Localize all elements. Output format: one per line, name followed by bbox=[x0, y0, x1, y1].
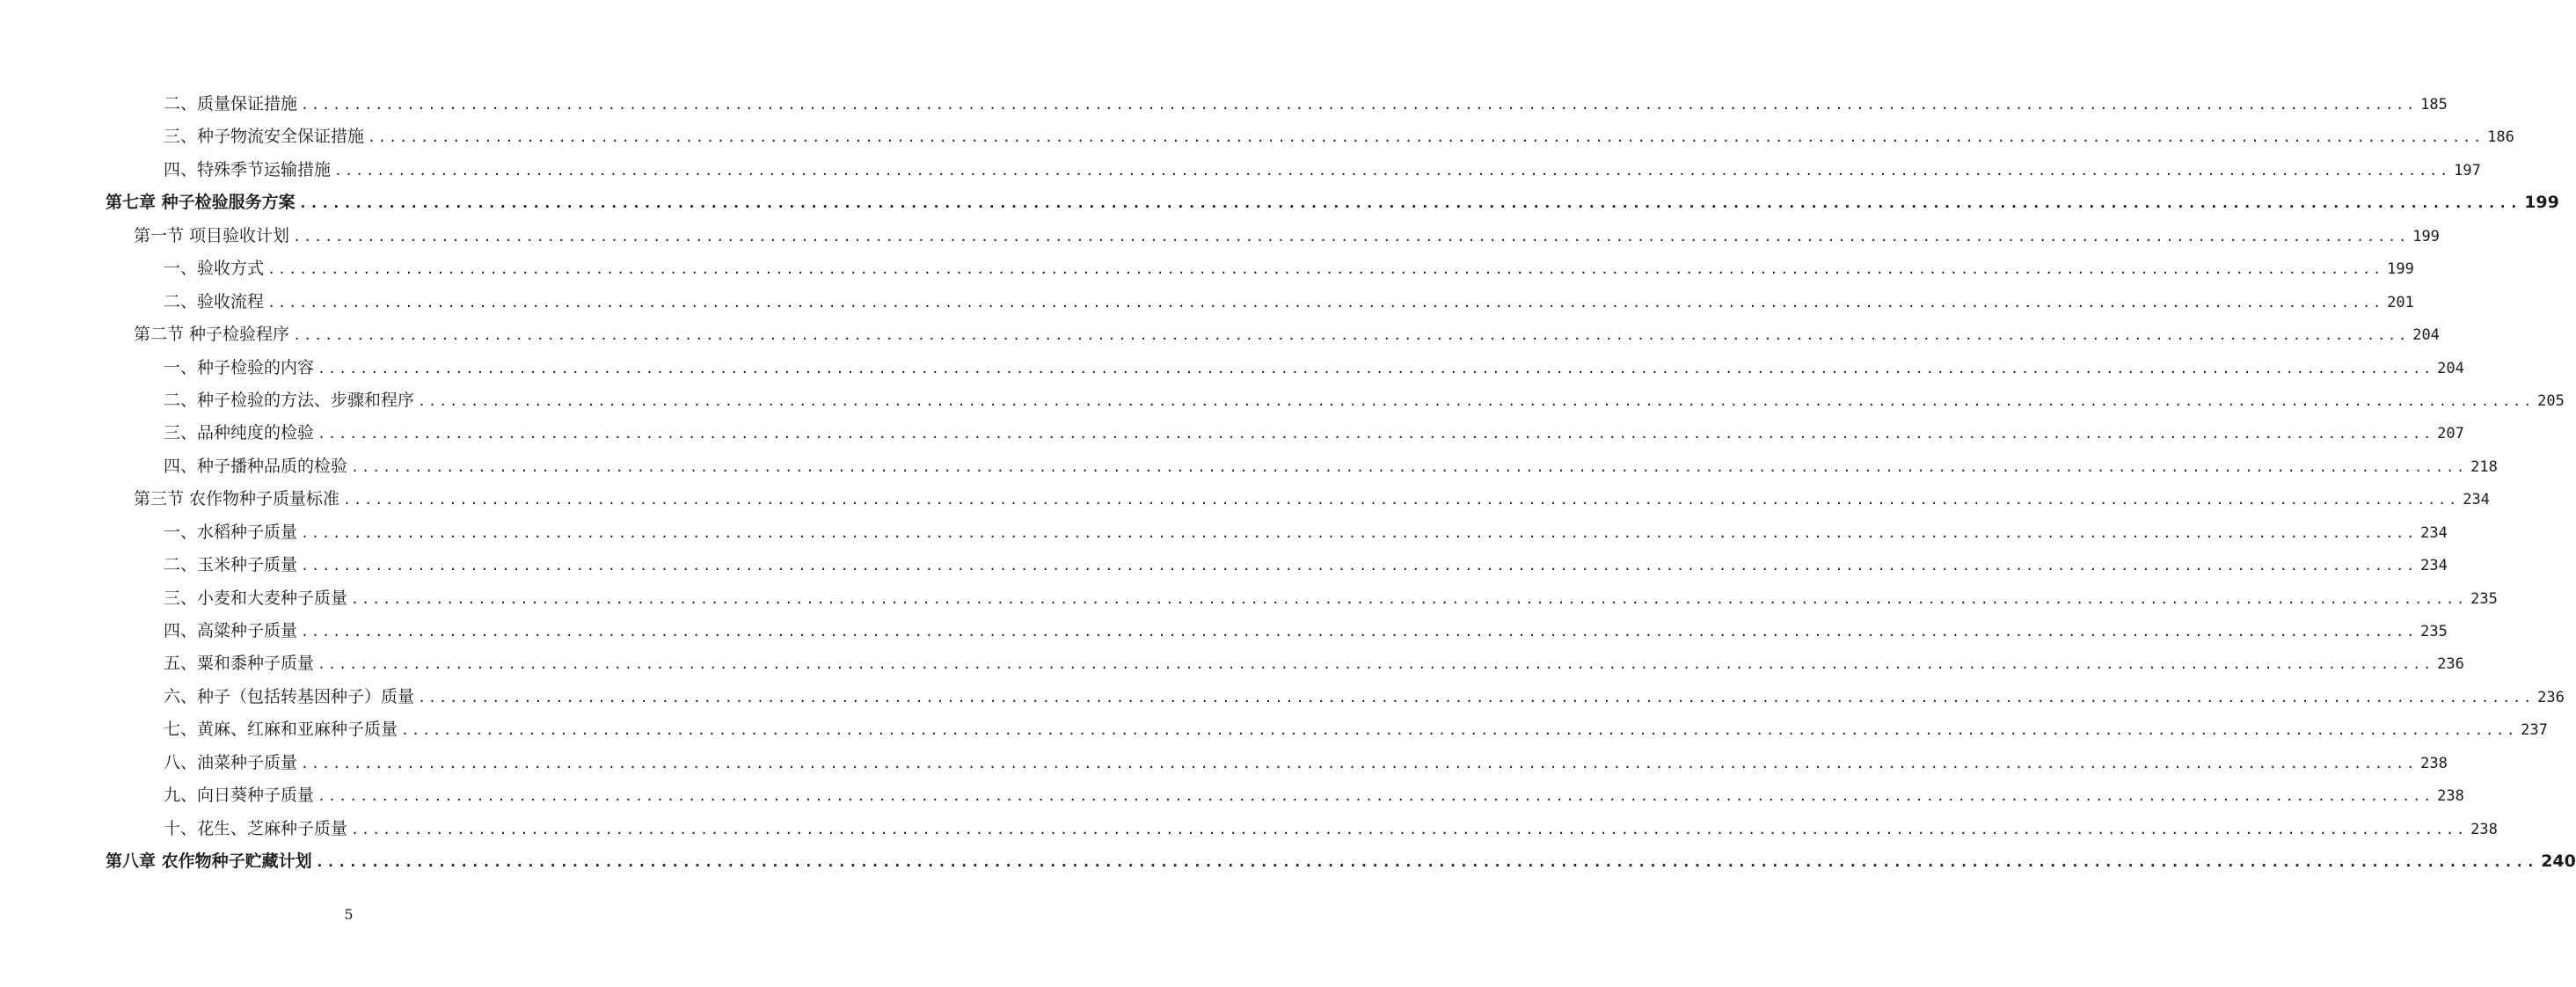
page-number: 5 bbox=[344, 906, 354, 923]
toc-entry-section bbox=[106, 220, 2440, 252]
toc-entry-page-number: 237 bbox=[2521, 721, 2548, 740]
toc-entry-section bbox=[106, 318, 2440, 351]
toc-entry-item bbox=[106, 286, 2414, 318]
toc-leader-dots: ........................................................................................................................................................................................................ bbox=[267, 294, 2384, 311]
toc-entry-item bbox=[106, 121, 2514, 153]
toc-leader-dots: ........................................................................................................................................................................................................ bbox=[317, 426, 2434, 442]
toc-entry-page-number: 238 bbox=[2420, 754, 2448, 772]
toc-entry-item bbox=[106, 747, 2448, 779]
toc-leader-dots: ........................................................................................................................................................................................................ bbox=[351, 590, 2468, 607]
toc-entry-section bbox=[106, 483, 2490, 515]
toc-entry-title: 五、粟和黍种子质量 bbox=[164, 654, 315, 674]
toc-entry-page-number: 234 bbox=[2420, 523, 2448, 542]
toc-entry-title: 二、玉米种子质量 bbox=[164, 555, 298, 575]
toc-leader-dots: ........................................................................................................................................................................................................ bbox=[317, 656, 2434, 673]
toc-leader-dots: ........................................................................................................................................................................................................ bbox=[293, 327, 2410, 344]
toc-leader-dots: ........................................................................................................................................................................................................ bbox=[301, 97, 2418, 113]
toc-entry-item bbox=[106, 681, 2565, 713]
toc-entry-title: 第三节 农作物种子质量标准 bbox=[134, 489, 340, 509]
toc-entry-page-number: 218 bbox=[2470, 457, 2498, 476]
toc-leader-dots: ........................................................................................................................................................................................................ bbox=[343, 492, 2460, 508]
toc-leader-dots: ........................................................................................................................................................................................................ bbox=[351, 458, 2468, 475]
toc-leader-dots: ........................................................................................................................................................................................................ bbox=[418, 689, 2535, 706]
toc-entry-page-number: 197 bbox=[2454, 161, 2481, 179]
toc-leader-dots: ........................................................................................................................................................................................................ bbox=[317, 788, 2434, 805]
toc-entry-chapter bbox=[106, 845, 2576, 878]
toc-leader-dots: ........................................................................................................................................................................................................ bbox=[301, 558, 2418, 574]
toc-entry-page-number: 235 bbox=[2420, 623, 2448, 640]
toc-entry-title: 三、品种纯度的检验 bbox=[164, 423, 315, 443]
toc-leader-dots: ........................................................................................................................................................................................................ bbox=[298, 194, 2521, 212]
toc-leader-dots: ........................................................................................................................................................................................................ bbox=[301, 624, 2418, 640]
toc-leader-dots: ........................................................................................................................................................................................................ bbox=[301, 755, 2418, 771]
toc-entry-page-number: 185 bbox=[2420, 96, 2448, 113]
toc-entry-page-number: 186 bbox=[2487, 128, 2514, 147]
table-of-contents bbox=[106, 88, 2576, 879]
toc-entry-chapter bbox=[106, 186, 2559, 219]
toc-leader-dots: ........................................................................................................................................................................................................ bbox=[334, 162, 2451, 179]
toc-entry-page-number: 238 bbox=[2470, 820, 2498, 838]
toc-leader-dots: ........................................................................................................................................................................................................ bbox=[351, 821, 2468, 837]
toc-entry-page-number: 236 bbox=[2537, 688, 2565, 706]
toc-entry-title: 第八章 农作物种子贮藏计划 bbox=[106, 852, 312, 872]
toc-entry-item bbox=[106, 88, 2448, 121]
toc-entry-title: 八、油菜种子质量 bbox=[164, 752, 298, 772]
toc-entry-title: 二、验收流程 bbox=[164, 291, 265, 311]
toc-entry-title: 二、种子检验的方法、步骤和程序 bbox=[164, 390, 415, 410]
toc-leader-dots: ........................................................................................................................................................................................................ bbox=[401, 722, 2518, 739]
toc-entry-title: 四、特殊季节运输措施 bbox=[164, 159, 332, 179]
toc-entry-page-number: 199 bbox=[2412, 227, 2440, 245]
toc-leader-dots: ........................................................................................................................................................................................................ bbox=[301, 524, 2418, 541]
toc-entry-title: 三、小麦和大麦种子质量 bbox=[164, 588, 348, 608]
toc-entry-page-number: 236 bbox=[2437, 655, 2464, 674]
toc-entry-title: 一、验收方式 bbox=[164, 259, 265, 279]
toc-entry-title: 第一节 项目验收计划 bbox=[134, 225, 290, 245]
toc-leader-dots: ........................................................................................................................................................................................................ bbox=[315, 853, 2538, 871]
toc-entry-title: 第二节 种子检验程序 bbox=[134, 325, 290, 345]
toc-entry-item bbox=[106, 384, 2565, 417]
toc-entry-page-number: 199 bbox=[2524, 193, 2559, 213]
toc-entry-page-number: 201 bbox=[2387, 293, 2414, 311]
toc-entry-title: 一、水稻种子质量 bbox=[164, 522, 298, 542]
toc-entry-item bbox=[106, 582, 2498, 615]
toc-entry-title: 四、高粱种子质量 bbox=[164, 621, 298, 640]
toc-entry-page-number: 204 bbox=[2437, 359, 2464, 377]
toc-leader-dots: ........................................................................................................................................................................................................ bbox=[368, 129, 2485, 146]
toc-entry-page-number: 238 bbox=[2437, 787, 2464, 806]
toc-entry-title: 九、向日葵种子质量 bbox=[164, 786, 315, 806]
toc-entry-item bbox=[106, 615, 2448, 647]
toc-leader-dots: ........................................................................................................................................................................................................ bbox=[267, 261, 2384, 278]
toc-entry-title: 七、黄麻、红麻和亚麻种子质量 bbox=[164, 720, 398, 740]
toc-entry-page-number: 234 bbox=[2463, 491, 2490, 509]
toc-leader-dots: ........................................................................................................................................................................................................ bbox=[317, 360, 2434, 377]
toc-entry-item bbox=[106, 154, 2481, 186]
toc-entry-title: 六、种子（包括转基因种子）质量 bbox=[164, 686, 415, 706]
toc-entry-page-number: 234 bbox=[2420, 557, 2448, 575]
toc-entry-page-number: 235 bbox=[2470, 589, 2498, 608]
toc-entry-title: 一、种子检验的内容 bbox=[164, 357, 315, 377]
toc-entry-item bbox=[106, 813, 2498, 845]
toc-entry-title: 二、质量保证措施 bbox=[164, 94, 298, 113]
toc-leader-dots: ........................................................................................................................................................................................................ bbox=[418, 392, 2535, 409]
toc-entry-title: 十、花生、芝麻种子质量 bbox=[164, 818, 348, 838]
toc-entry-page-number: 207 bbox=[2437, 425, 2464, 443]
toc-entry-page-number: 240 bbox=[2541, 852, 2576, 872]
toc-entry-item bbox=[106, 647, 2464, 680]
toc-leader-dots: ........................................................................................................................................................................................................ bbox=[293, 228, 2410, 245]
toc-entry-item bbox=[106, 713, 2548, 746]
toc-entry-title: 三、种子物流安全保证措施 bbox=[164, 127, 365, 147]
toc-entry-item bbox=[106, 252, 2414, 285]
toc-entry-page-number: 204 bbox=[2412, 326, 2440, 345]
toc-entry-item bbox=[106, 450, 2498, 483]
toc-entry-title: 第七章 种子检验服务方案 bbox=[106, 193, 296, 213]
toc-entry-item bbox=[106, 779, 2464, 812]
toc-entry-item bbox=[106, 417, 2464, 450]
toc-entry-item bbox=[106, 352, 2464, 384]
toc-entry-title: 四、种子播种品质的检验 bbox=[164, 456, 348, 476]
toc-entry-page-number: 199 bbox=[2387, 260, 2414, 279]
toc-entry-item bbox=[106, 549, 2448, 581]
toc-entry-item bbox=[106, 516, 2448, 549]
toc-entry-page-number: 205 bbox=[2537, 391, 2565, 410]
